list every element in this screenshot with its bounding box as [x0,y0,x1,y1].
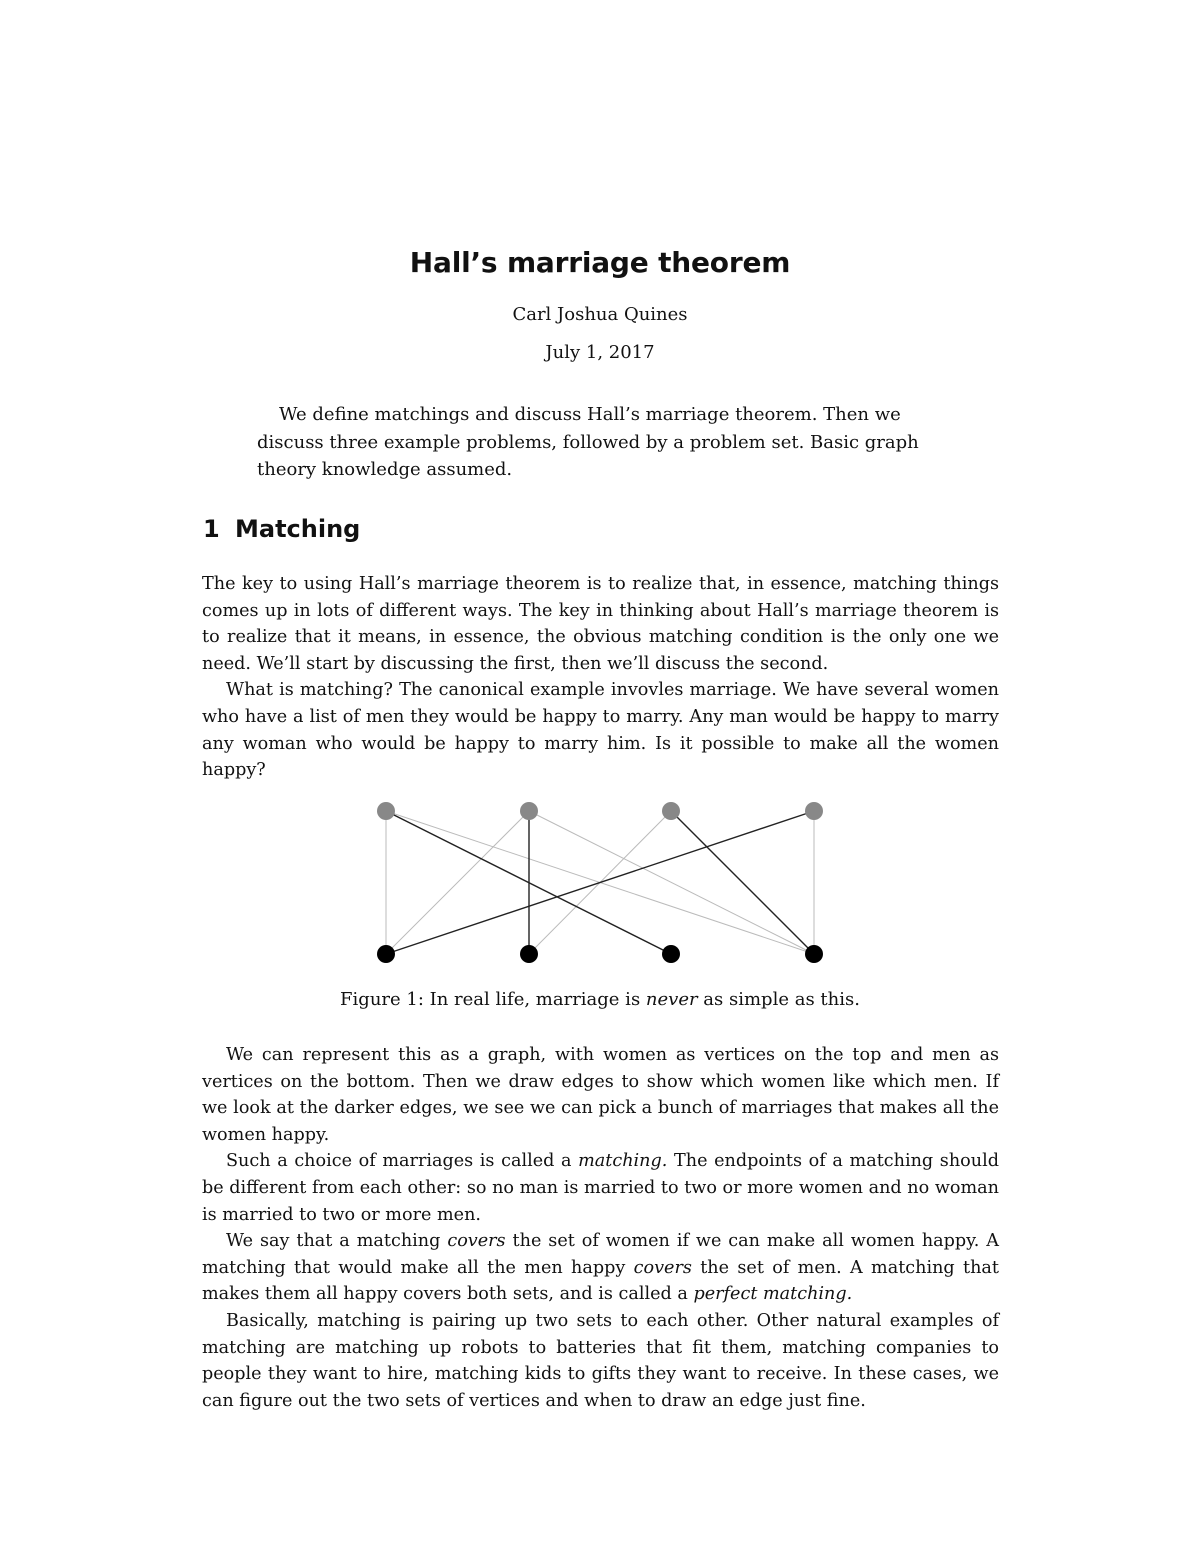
emphasis-covers: covers [447,1231,506,1252]
body-text-bottom [202,1042,999,1414]
page-title: Hall’s marriage theorem [409,246,791,279]
text-span: the set of women if we can make all women happy. A matching that would make all the men happy [202,1231,1000,1278]
man-vertex-3 [662,945,680,963]
text-span: the set of men. A matching that makes them all happy covers both sets, and is called a [202,1257,999,1305]
text-span: Such a choice of marriages is called a [226,1151,579,1172]
paragraph: The key to using Hall’s marriage theorem is to realize that, in essence, matching things comes up in lots of different ways. The key in thinking about Hall’s marriage theorem is to realize that it means, in essence, the obvious matching condition is the only one we need. We’ll start by discussing the first, then we’ll discuss the second. [202,574,999,674]
text-span: The endpoints of a matching should be different from each other: so no man is married to two or more women and no woman is married to two or more men. [202,1151,999,1225]
man-vertex-4 [805,945,823,963]
paragraph: We can represent this as a graph, with women as vertices on the top and men as vertices on the bottom. Then we draw edges to show which women like which men. If we look at the darker edges, we see we can pick a bunch of marriages that makes all the women happy. [202,1045,999,1145]
caption-text: Figure 1: In real life, marriage is [340,989,646,1010]
woman-vertex-3 [662,802,680,820]
author-name: Carl Joshua Quines [512,304,688,325]
paragraph [202,1228,999,1308]
document-date: July 1, 2017 [545,342,655,363]
woman-vertex-4 [805,802,823,820]
paragraph: What is matching? The canonical example invovles marriage. We have several women who have a list of men they would be happy to marry. Any man would be happy to marry any woman who would be happy to marry him. Is it possible to make all the women happy? [202,680,999,781]
dark-edge [671,811,814,954]
emphasis-covers: covers [633,1257,692,1278]
text-span: We say that a matching [226,1231,448,1252]
woman-vertex-2 [520,802,538,820]
emphasis-matching: matching. [578,1151,668,1172]
paragraph [202,1148,999,1228]
figure-caption [0,989,1200,1010]
man-vertex-1 [377,945,395,963]
body-text-top [202,571,999,784]
man-vertex-2 [520,945,538,963]
section-number: 1 [203,515,220,543]
light-edge [386,811,529,954]
caption-text-end: as simple as this. [697,989,860,1010]
section-heading [203,515,360,543]
paragraph: Basically, matching is pairing up two sets to each other. Other natural examples of matching are matching up robots to batteries that fit them, matching companies to people they want to hire, matching kids to gifts they want to receive. In these cases, we can figure out the two sets of vertices and when to draw an edge just fine. [202,1310,999,1411]
emphasis-perfect-matching: perfect matching. [693,1284,853,1305]
woman-vertex-1 [377,802,395,820]
caption-emphasis: never [645,989,698,1010]
abstract [257,401,947,484]
light-edge [529,811,814,954]
abstract-text: We define matchings and discuss Hall’s marriage theorem. Then we discuss three example problems, followed by a problem set. Basic graph theory knowledge assumed. [257,404,919,480]
section-title: Matching [235,515,361,543]
bipartite-graph-figure [360,795,840,975]
